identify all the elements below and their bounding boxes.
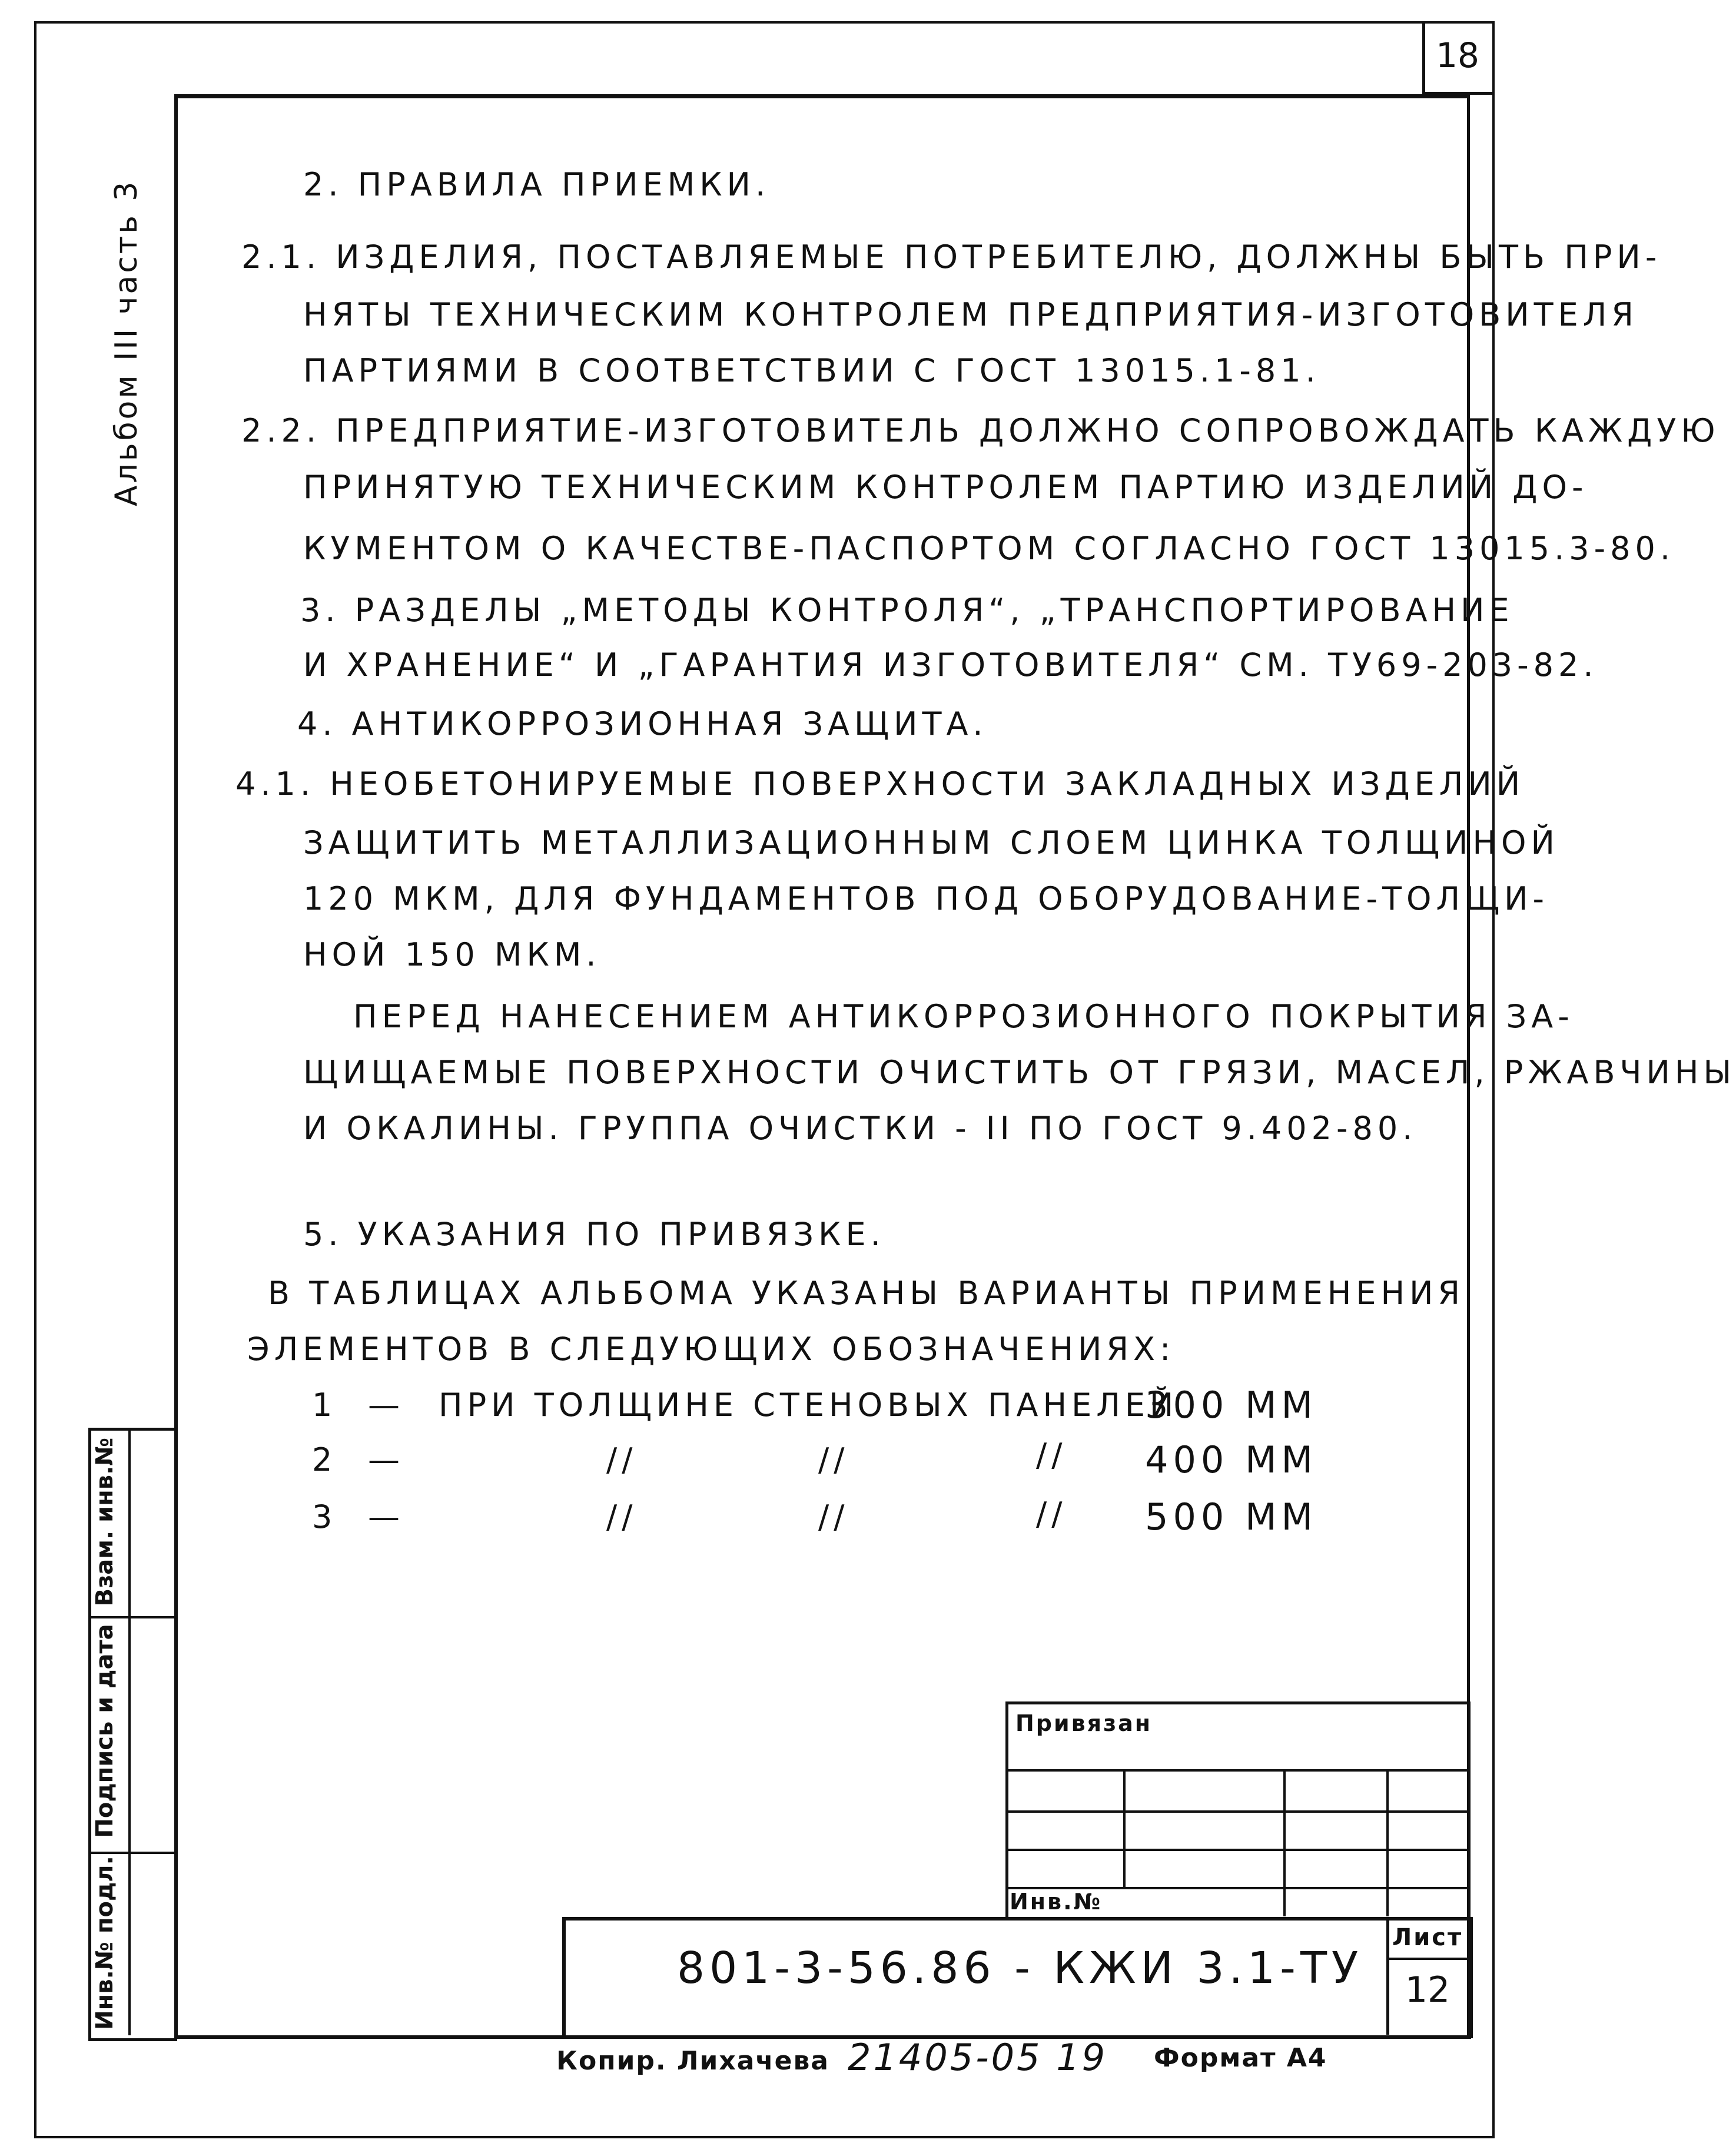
variant-description: ПРИ ТОЛЩИНЕ СТЕНОВЫХ ПАНЕЛЕЙ <box>439 1387 1179 1424</box>
clause-4-1-line-2: ЗАЩИТИТЬ МЕТАЛЛИЗАЦИОННЫМ СЛОЕМ ЦИНКА ТОЛЩИНОЙ <box>303 824 1559 861</box>
section-2-heading: 2. ПРАВИЛА ПРИЕМКИ. <box>303 166 771 203</box>
variant-dash: — <box>368 1441 404 1478</box>
stamp-divider <box>1283 1769 1286 1916</box>
clause-2-1-line-2: НЯТЫ ТЕХНИЧЕСКИМ КОНТРОЛЕМ ПРЕДПРИЯТИЯ-ИЗГОТОВИТЕЛЯ <box>303 296 1638 333</box>
ditto-mark: // <box>1036 1495 1067 1533</box>
clause-4-1-line-1: 4.1. НЕОБЕТОНИРУЕМЫЕ ПОВЕРХНОСТИ ЗАКЛАДНЫХ ИЗДЕЛИЙ <box>235 765 1525 802</box>
clause-2-1-line-1: 2.1. ИЗДЕЛИЯ, ПОСТАВЛЯЕМЫЕ ПОТРЕБИТЕЛЮ, ДОЛЖНЫ БЫТЬ ПРИ- <box>241 238 1662 276</box>
clause-2-1-line-3: ПАРТИЯМИ В СООТВЕТСТВИИ С ГОСТ 13015.1-81. <box>303 352 1320 389</box>
section-3-line-1: 3. РАЗДЕЛЫ „МЕТОДЫ КОНТРОЛЯ“, „ТРАНСПОРТИРОВАНИЕ <box>300 592 1514 629</box>
stamp-divider <box>1005 1810 1468 1813</box>
inv-label: Инв.№ <box>1010 1889 1103 1915</box>
ditto-mark: // <box>818 1441 849 1478</box>
ditto-mark: // <box>1036 1437 1067 1474</box>
clause-2-2-line-1: 2.2. ПРЕДПРИЯТИЕ-ИЗГОТОВИТЕЛЬ ДОЛЖНО СОПРОВОЖДАТЬ КАЖДУЮ <box>241 412 1720 449</box>
ditto-mark: // <box>606 1498 638 1535</box>
variant-number: 2 <box>312 1441 337 1478</box>
side-stamp-podpis: Подпись и дата <box>91 1624 118 1838</box>
clause-4-1-line-3: 120 МКМ, ДЛЯ ФУНДАМЕНТОВ ПОД ОБОРУДОВАНИЕ-ТОЛЩИ- <box>303 880 1549 917</box>
footer-number: 21405-05 19 <box>848 2036 1108 2079</box>
variant-number: 1 <box>312 1387 337 1424</box>
section-3-line-2: И ХРАНЕНИЕ“ И „ГАРАНТИЯ ИЗГОТОВИТЕЛЯ“ СМ. ТУ69-203-82. <box>303 646 1598 684</box>
section-5-heading: 5. УКАЗАНИЯ ПО ПРИВЯЗКЕ. <box>303 1216 885 1253</box>
sheet-label: Лист <box>1392 1924 1463 1951</box>
clause-4-1-line-4: НОЙ 150 МКМ. <box>303 936 601 973</box>
side-stamp-inv-podl: Инв.№ подл. <box>91 1856 118 2030</box>
stamp-divider <box>1005 1769 1468 1772</box>
privyazan-label: Привязан <box>1015 1710 1153 1736</box>
clause-2-2-line-3: КУМЕНТОМ О КАЧЕСТВЕ-ПАСПОРТОМ СОГЛАСНО ГОСТ 13015.3-80. <box>303 530 1675 567</box>
ditto-mark: // <box>606 1441 638 1478</box>
cleaning-line-2: ЩИЩАЕМЫЕ ПОВЕРХНОСТИ ОЧИСТИТЬ ОТ ГРЯЗИ, МАСЕЛ, РЖАВЧИНЫ <box>303 1054 1736 1091</box>
stamp-divider <box>1123 1769 1126 1887</box>
document-code: 801-3-56.86 - КЖИ 3.1-ТУ <box>677 1943 1363 1994</box>
cleaning-line-1: ПЕРЕД НАНЕСЕНИЕМ АНТИКОРРОЗИОННОГО ПОКРЫТИЯ ЗА- <box>353 998 1574 1035</box>
stamp-divider <box>1005 1849 1468 1851</box>
footer-copier: Копир. Лихачева <box>556 2046 829 2076</box>
variant-value: 400 ММ <box>1145 1438 1318 1481</box>
title-block-divider <box>1386 1917 1389 2035</box>
variant-value: 300 ММ <box>1145 1384 1318 1427</box>
section-5-line-2: ЭЛЕМЕНТОВ В СЛЕДУЮЩИХ ОБОЗНАЧЕНИЯХ: <box>247 1331 1176 1368</box>
sheet-number: 12 <box>1405 1969 1450 2011</box>
variant-dash: — <box>368 1498 404 1535</box>
ditto-mark: // <box>818 1498 849 1535</box>
variant-value: 500 ММ <box>1145 1495 1318 1538</box>
clause-2-2-line-2: ПРИНЯТУЮ ТЕХНИЧЕСКИМ КОНТРОЛЕМ ПАРТИЮ ИЗДЕЛИЙ ДО- <box>303 469 1588 506</box>
side-stamp-vzam: Взам. инв.№ <box>91 1437 118 1607</box>
variant-dash: — <box>368 1387 404 1424</box>
stamp-divider <box>1386 1769 1389 1916</box>
footer-format: Формат А4 <box>1154 2043 1327 2073</box>
cleaning-line-3: И ОКАЛИНЫ. ГРУППА ОЧИСТКИ - II ПО ГОСТ 9.402-80. <box>303 1110 1418 1147</box>
variant-number: 3 <box>312 1498 337 1535</box>
section-5-line-1: В ТАБЛИЦАХ АЛЬБОМА УКАЗАНЫ ВАРИАНТЫ ПРИМЕНЕНИЯ <box>268 1275 1465 1312</box>
side-stamp-divider <box>88 1852 174 1854</box>
section-4-heading: 4. АНТИКОРРОЗИОННАЯ ЗАЩИТА. <box>297 705 988 742</box>
page-number: 18 <box>1436 35 1479 75</box>
side-title: Альбом III часть 3 <box>109 179 144 506</box>
title-block-divider <box>1386 1958 1469 1960</box>
side-stamp-divider <box>128 1428 131 2035</box>
